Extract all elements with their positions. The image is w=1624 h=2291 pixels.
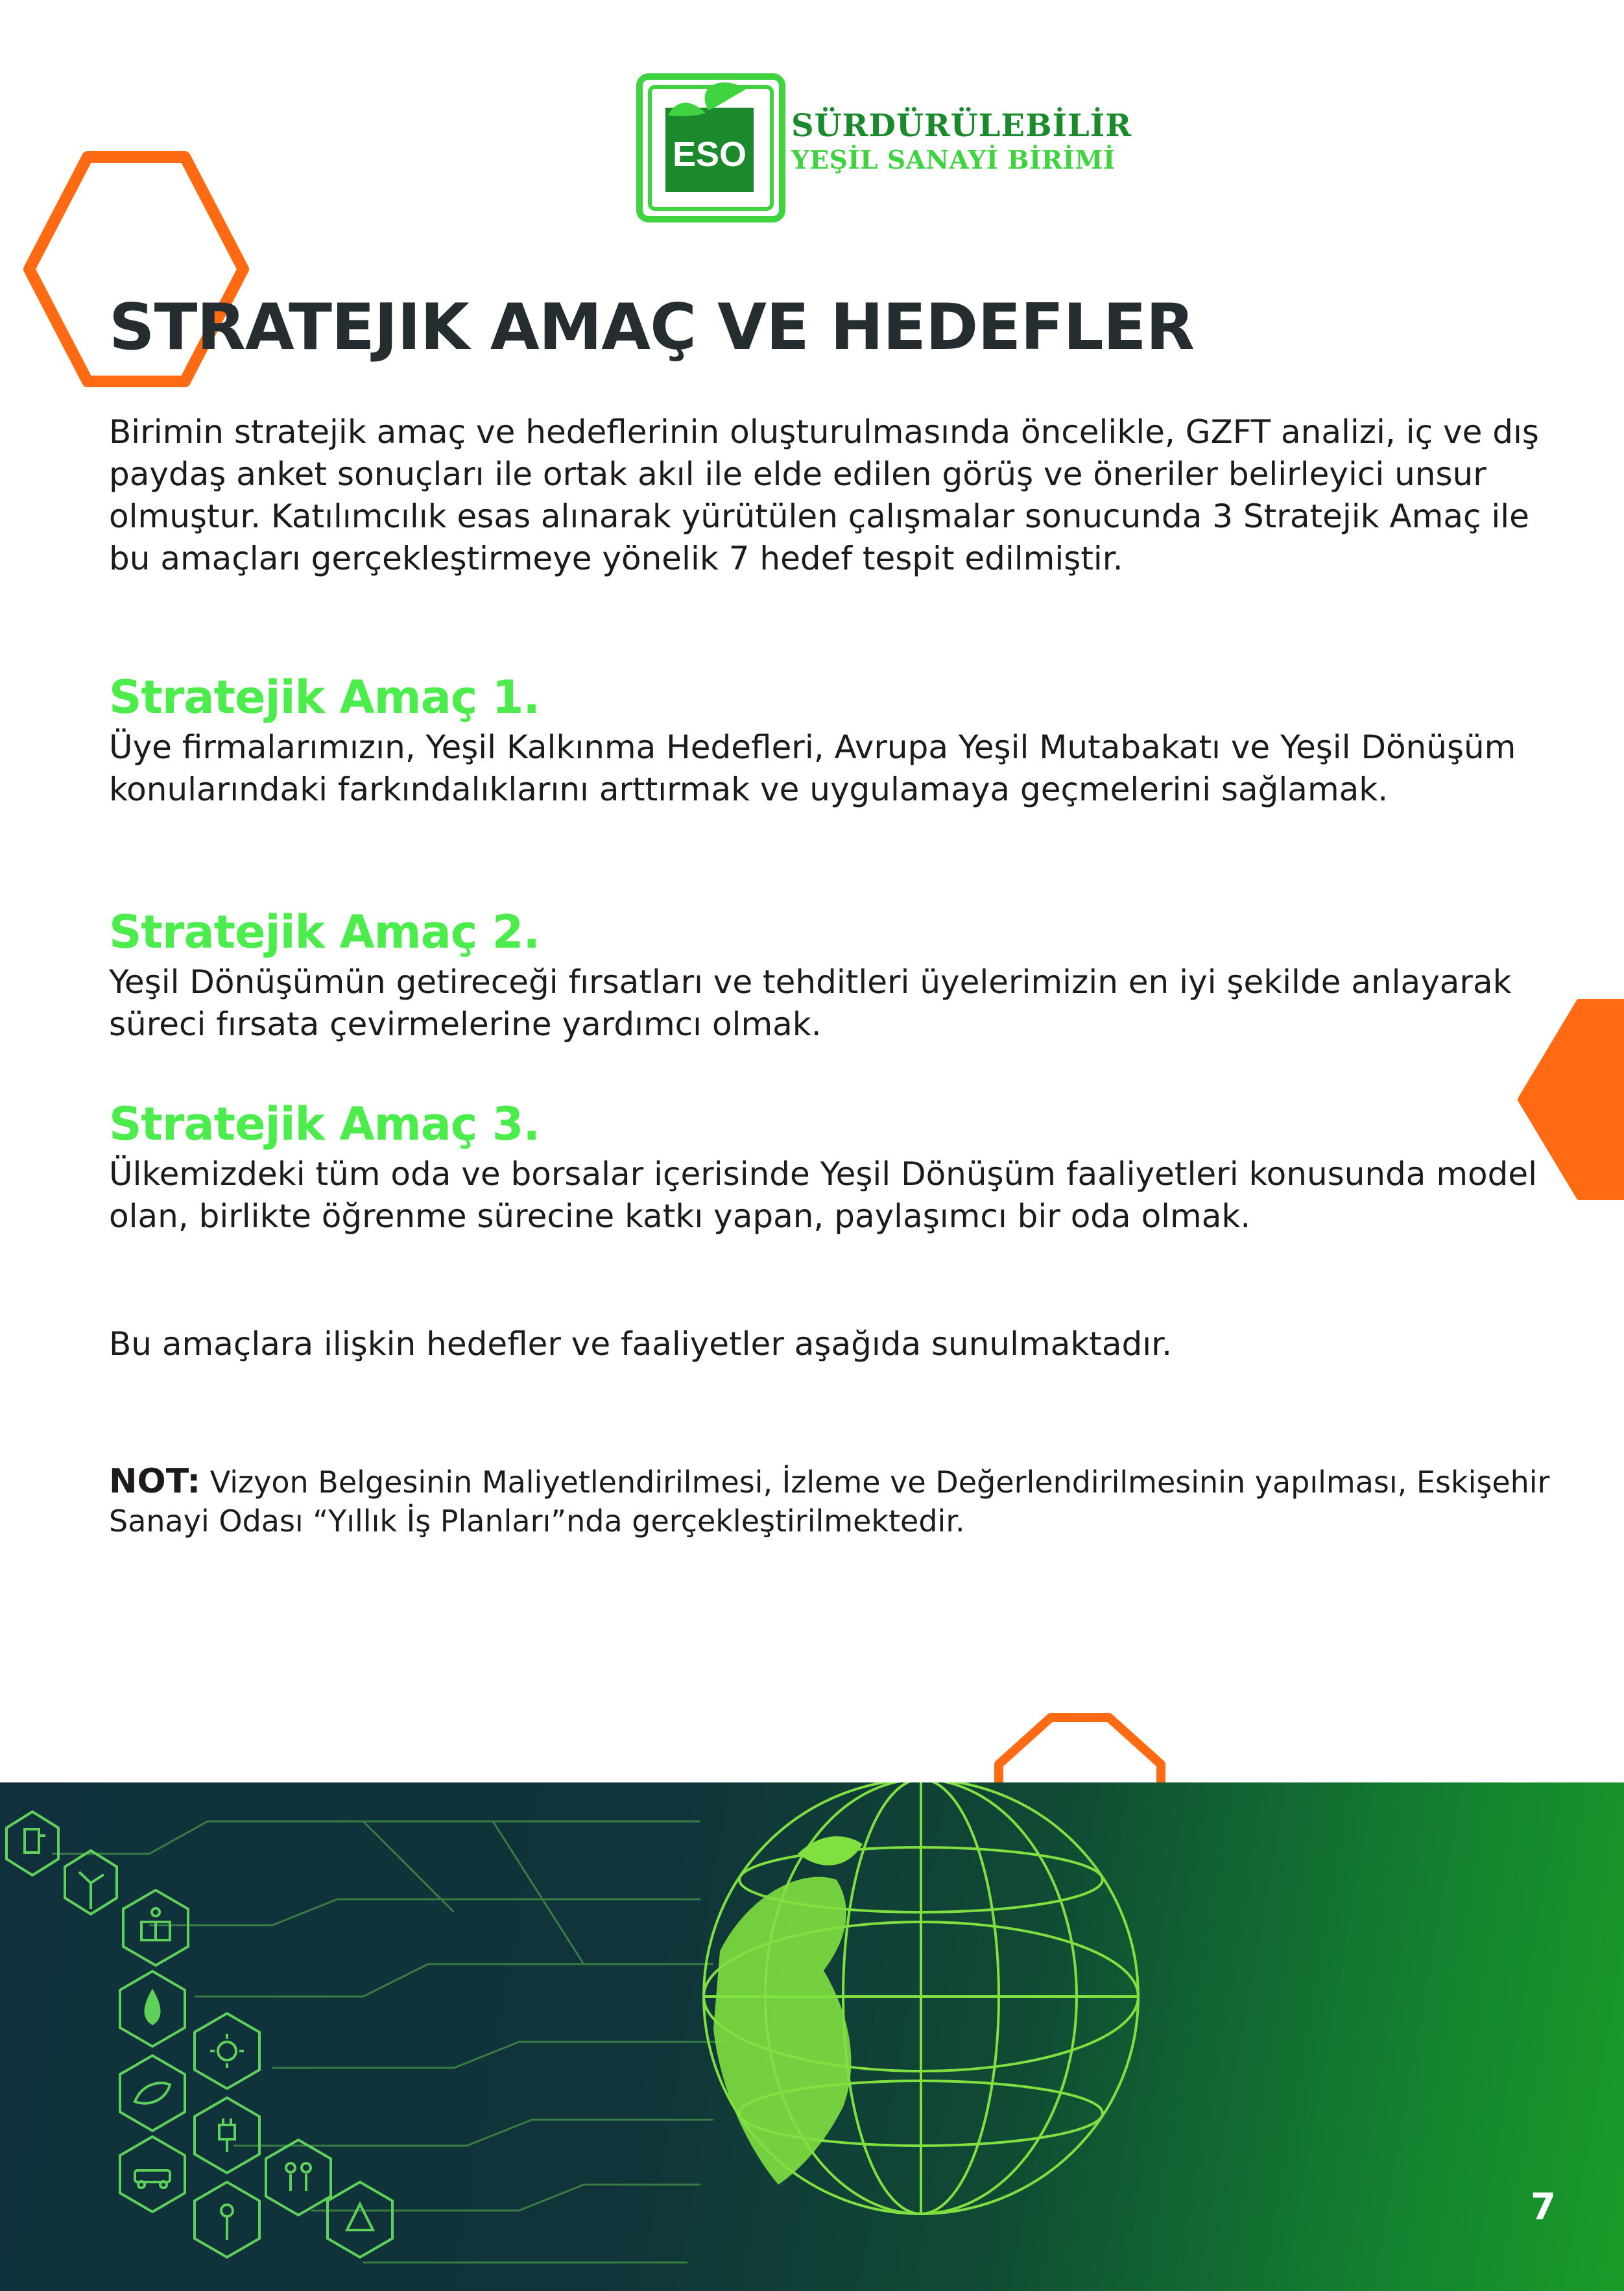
wind-turbine-icon <box>65 1851 117 1914</box>
eso-logo <box>636 70 1132 226</box>
logo-mark-text: ESO <box>672 135 747 174</box>
sun-icon <box>195 2013 259 2089</box>
note-text: Vizyon Belgesinin Maliyetlendirilmesi, İzleme ve Değerlendirilmesinin yapılması, Eskişehir Sanayi Odası “Yıllık İş Planları”nda gerçekleştirilmektedir. <box>109 1465 1550 1539</box>
people-icon <box>266 2140 331 2215</box>
logo-text-line2: YEŞİL SANAYİ BİRİMİ <box>791 145 1116 175</box>
orange-hexagon-outline-bottom-decoration <box>986 1706 1174 1784</box>
strategic-goal-1-text: Üye firmalarımızın, Yeşil Kalkınma Hedefleri, Avrupa Yeşil Mutabakatı ve Yeşil Dönüşüm konularındaki farkındalıklarını arttırmak ve uygulamaya geçmelerini sağlamak. <box>109 728 1516 808</box>
footer-illustration-band <box>0 1782 1624 2291</box>
note-paragraph <box>109 1462 1562 1541</box>
recycle-icon <box>328 2182 392 2257</box>
footer-illustration <box>0 1782 1624 2291</box>
wrench-icon <box>195 2182 259 2257</box>
eso-logo-mark <box>636 70 791 226</box>
strategic-goal-2-heading: Stratejik Amaç 2. <box>109 906 540 959</box>
globe-icon <box>704 1782 1138 2214</box>
electric-car-icon <box>120 2137 185 2212</box>
strategic-goal-1-heading: Stratejik Amaç 1. <box>109 671 540 724</box>
leaf-icon <box>120 2056 185 2131</box>
plug-icon <box>195 2098 259 2173</box>
logo-text-line1: SÜRDÜRÜLEBİLİR <box>791 108 1132 144</box>
strategic-goal-3-text: Ülkemizdeki tüm oda ve borsalar içerisinde Yeşil Dönüşüm faaliyetleri konusunda model olan, birlikte öğrenme sürecine katkı yapan, paylaşımcı bir oda olmak. <box>109 1155 1538 1235</box>
water-drop-icon <box>120 1971 185 2046</box>
intro-paragraph: Birimin stratejik amaç ve hedeflerinin oluşturulmasında öncelikle, GZFT analizi, iç ve dış paydaş anket sonuçları ile ortak akıl ile elde edilen görüş ve öneriler belirleyici unsur olmuştur. Katılımcılık esas alınarak yürütülen çalışmalar sonucunda 3 Stratejik Amaç ile bu amaçları gerçekleştirmeye yönelik 7 hedef tespit edilmiştir. <box>109 413 1539 577</box>
strategic-goal-2-text: Yeşil Dönüşümün getireceği fırsatları ve tehditleri üyelerimizin en iyi şekilde anlayarak süreci fırsata çevirmelerine yardımcı olmak. <box>109 963 1512 1043</box>
hexagon-icon-grid <box>6 1812 392 2257</box>
strategic-goal-3-heading: Stratejik Amaç 3. <box>109 1098 540 1151</box>
ev-charger-icon <box>6 1812 58 1875</box>
circuit-lines <box>52 1821 726 2262</box>
solar-panel-icon <box>123 1890 188 1965</box>
page-number: 7 <box>1531 2186 1556 2228</box>
note-label: NOT: <box>109 1462 201 1501</box>
page-title: STRATEJIK AMAÇ VE HEDEFLER <box>109 291 1195 365</box>
closing-paragraph: Bu amaçlara ilişkin hedefler ve faaliyetler aşağıda sunulmaktadır. <box>109 1325 1173 1363</box>
